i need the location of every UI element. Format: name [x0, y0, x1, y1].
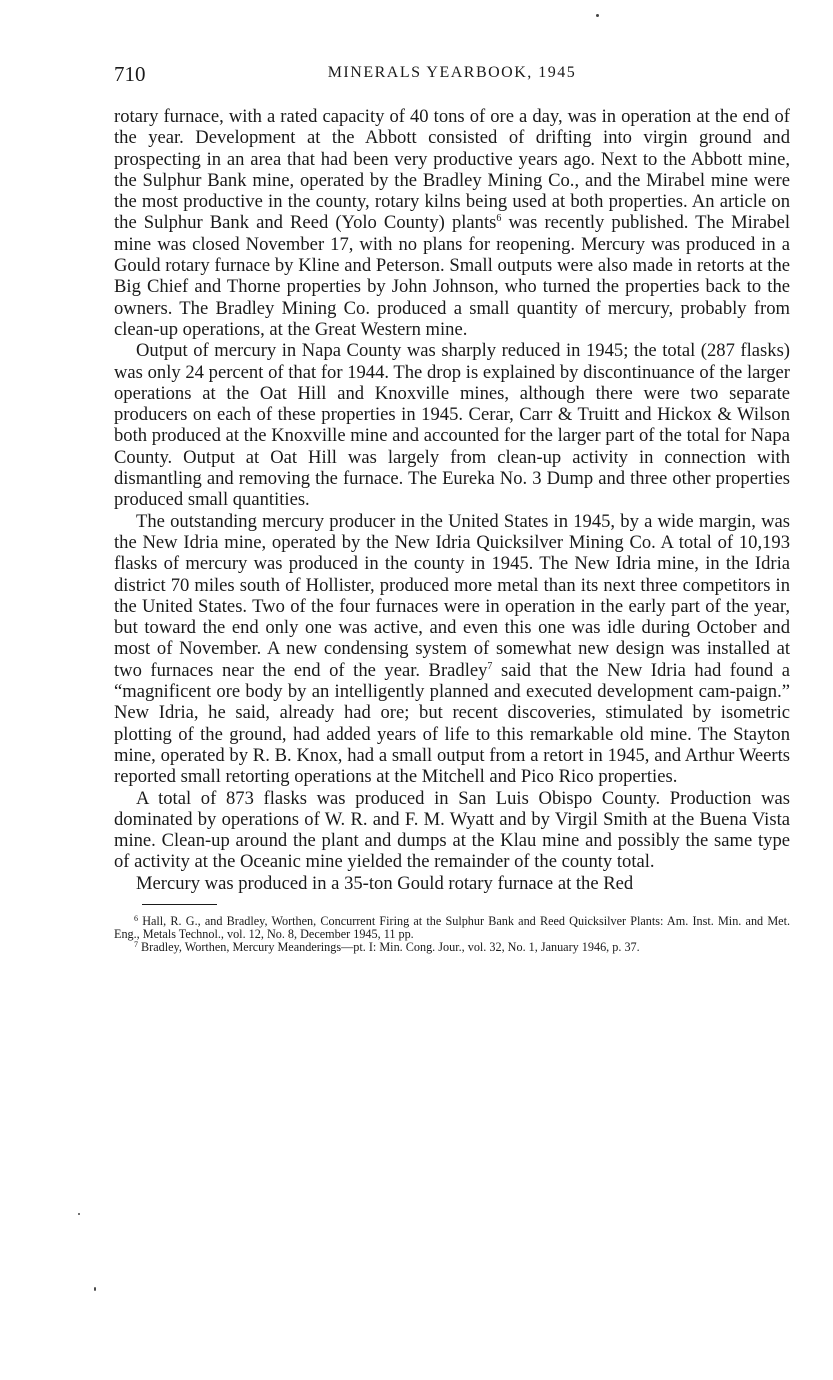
footnote-divider: [142, 904, 217, 905]
page-header: [114, 62, 790, 88]
paragraph-red-furnace: Mercury was produced in a 35-ton Gould rotary furnace at the Red: [136, 872, 634, 894]
footnote-text: Bradley, Worthen, Mercury Meanderings—pt. I: Min. Cong. Jour., vol. 32, No. 1, January 1946, p. 37.: [141, 939, 640, 954]
paragraph-new-idria: [114, 511, 790, 788]
paragraph-abbott-sulphur-bank: [114, 106, 790, 340]
scan-speck: [596, 14, 599, 17]
footnote-text: Hall, R. G., and Bradley, Worthen, Concurrent Firing at the Sulphur Bank and Reed Quicksilver Plants: Am. Inst. Min. and Met. Eng., Metals Technol., vol. 12, No. 8, December 1945, 11 pp.: [114, 913, 790, 941]
paragraph-text: rotary furnace, with a rated capacity of 40 tons of ore a day, was in operation at the end of the year. Development at the Abbott consisted of drifting into virgin ground and prospecting in an area that had been very productive years ago. Next to the Abbott mine, the Sulphur Bank mine, operated by the Bradley Mining Co., and the Mirabel mine were the most productive in the county, rotary kilns being used at both properties. An article on the Sulphur Bank and Reed (Yolo County) plants: [114, 106, 790, 234]
footnote-ref-6: 6: [496, 213, 502, 225]
paragraph-san-luis-obispo: A total of 873 flasks was produced in San Luis Obispo County. Production was dominated by operations of W. R. and F. M. Wyatt and by Virgil Smith at the Buena Vista mine. Clean-up around the plant and dumps at the Klau mine and possibly the same type of activity at the Oceanic mine yielded the remainder of the county total.: [114, 787, 790, 873]
footnote-6: [114, 915, 790, 941]
footnotes: [114, 915, 790, 954]
paragraph-text: was recently published. The Mirabel mine was closed November 17, with no plans for reopening. Mercury was produced in a Gould rotary furnace by Kline and Peterson. Small outputs were also made in retorts at the Big Chief and Thorne properties by John Johnson, who turned the properties back to the owners. The Bradley Mining Co. produced a small quantity of mercury, probably from clean-up operations, at the Great Western mine.: [114, 212, 790, 340]
paragraph-napa-county: Output of mercury in Napa County was sharply reduced in 1945; the total (287 flasks) was only 24 percent of that for 1944. The drop is explained by discontinuance of the larger operations at the Oat Hill and Knoxville mines, although there were two separate producers on each of these properties in 1945. Cerar, Carr & Truitt and Hickox & Wilson both produced at the Knoxville mine and accounted for the larger part of the total for Napa County. Output at Oat Hill was largely from clean-up activity in connection with dismantling and removing the furnace. The Eureka No. 3 Dump and three other properties produced small quantities.: [114, 340, 790, 511]
page-number: 710: [114, 62, 146, 86]
paragraph-text: said that the New Idria had found a “magnificent ore body by an intelligently planned and executed development cam-paign.” New Idria, he said, already had ore; but recent discoveries, stimulated by isometric plotting of the ground, had added years of life to this remarkable old mine. The Stayton mine, operated by R. B. Knox, had a small output from a retort in 1945, and Arthur Weerts reported small retorting operations at the Mitchell and Pico Rico properties.: [114, 659, 790, 788]
footnote-ref-7: 7: [487, 660, 493, 672]
footnote-marker: 7: [134, 939, 138, 949]
running-head: MINERALS YEARBOOK, 1945: [327, 64, 577, 81]
scan-speck: [94, 1287, 96, 1291]
page: [114, 62, 790, 954]
footnote-marker: 6: [134, 913, 138, 923]
footnote-7: [114, 941, 790, 954]
scan-speck: [78, 1213, 80, 1215]
paragraph-text: The outstanding mercury producer in the United States in 1945, by a wide margin, was the New Idria mine, operated by the New Idria Quicksilver Mining Co. A total of 10,193 flasks of mercury was produced in the county in 1945. The New Idria mine, in the Idria district 70 miles south of Hollister, produced more metal than its next three competitors in the United States. Two of the four furnaces were in operation in the early part of the year, but toward the end only one was active, and even this one was idle during October and most of November. A new condensing system of somewhat new design was installed at two furnaces near the end of the year. Bradley: [114, 510, 790, 681]
body-text: [114, 106, 790, 894]
